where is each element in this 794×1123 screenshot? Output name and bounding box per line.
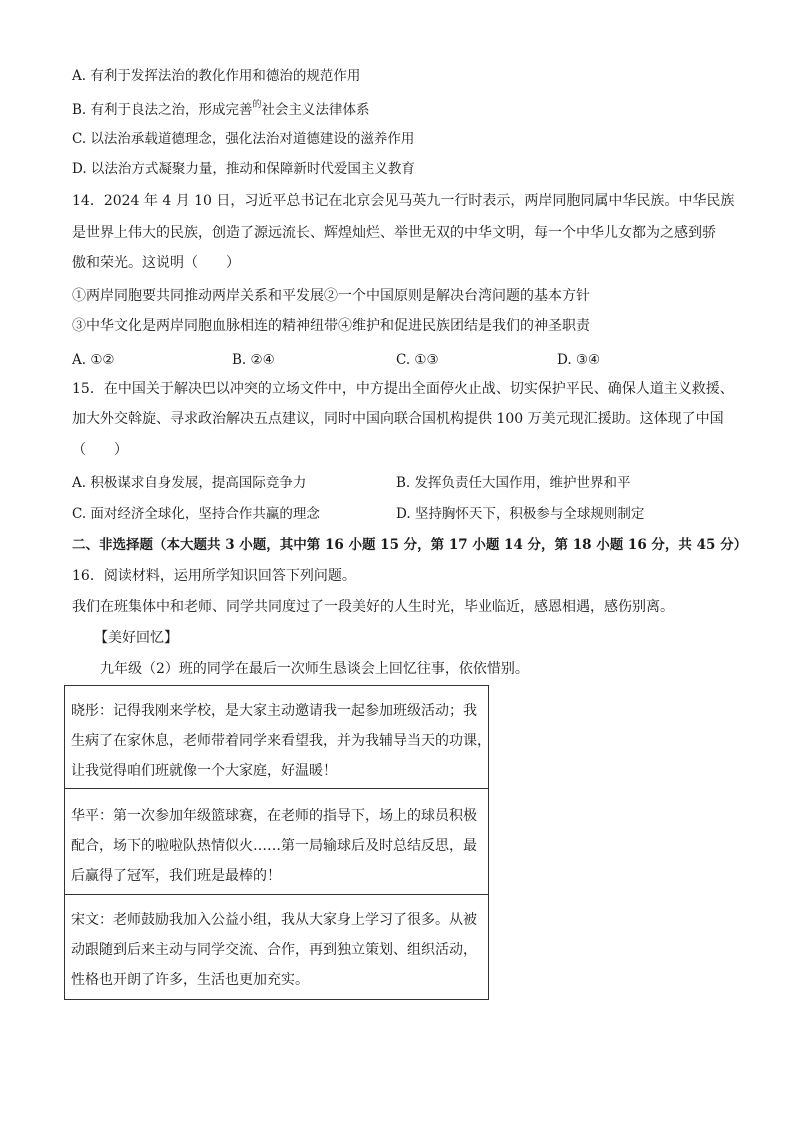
q13-option-a: A. 有利于发挥法治的教化作用和德治的规范作用 <box>72 68 361 84</box>
q14-statement-2: ③中华文化是两岸同胞血脉相连的精神纽带④维护和促进民族团结是我们的神圣职责 <box>72 318 590 334</box>
memory-line: 让我觉得咱们班就像一个大家庭，好温暖！ <box>71 763 337 779</box>
q14-statement-1: ①两岸同胞要共同推动两岸关系和平发展②一个中国原则是解决台湾问题的基本方针 <box>72 288 590 304</box>
memories-table <box>64 685 489 1000</box>
memory-line: 配合，场下的啦啦队热情似火……第一局输球后及时总结反思，最 <box>71 838 477 854</box>
q13-option-b-superscript: 的 <box>252 100 262 110</box>
memory-line: 华平：第一次参加年级篮球赛，在老师的指导下，场上的球员积极 <box>71 808 477 824</box>
q16-prompt: 16．阅读材料，运用所学知识回答下列问题。 <box>72 568 356 584</box>
q15-options-row-1 <box>0 474 794 492</box>
q14-stem-line-1: 14．2024 年 4 月 10 日，习近平总书记在北京会见马英九一行时表示，两岸同胞同属中华民族。中华民族 <box>72 193 735 209</box>
q13-option-c: C. 以法治承载道德理念，强化法治对道德建设的滋养作用 <box>72 131 415 147</box>
q16-lead: 九年级（2）班的同学在最后一次师生恳谈会上回忆往事，依依惜别。 <box>100 661 529 677</box>
q13-option-b <box>72 101 370 121</box>
memory-line: 后赢得了冠军，我们班是最棒的！ <box>71 868 281 884</box>
section-heading: 二、非选择题（本大题共 3 小题，其中第 16 小题 15 分，第 17 小题 14 分，第 18 小题 16 分，共 45 分） <box>72 537 748 553</box>
memory-line: 动跟随到后来主动与同学交流、合作，再到独立策划、组织活动， <box>71 942 477 958</box>
q14-option-a: A. ①② <box>72 352 115 368</box>
memory-line: 性格也开朗了许多，生活也更加充实。 <box>71 972 309 988</box>
q14-option-b: B. ②④ <box>232 352 275 368</box>
q15-stem-line-3: （ ） <box>72 442 128 458</box>
q14-options-row <box>0 351 794 369</box>
q15-stem-line-1: 15．在中国关于解决巴以冲突的立场文件中，中方提出全面停火止战、切实保护平民、确保人道主义救援、 <box>72 381 734 397</box>
memory-cell-songwen <box>65 895 488 999</box>
q16-subheading: 【美好回忆】 <box>94 630 178 646</box>
memory-line: 生病了在家休息，老师带着同学来看望我，并为我辅导当天的功课， <box>71 733 491 749</box>
memory-cell-huaping <box>65 789 488 895</box>
q13-option-d: D. 以法治方式凝聚力量，推动和保障新时代爱国主义教育 <box>72 161 415 177</box>
q15-options-row-2 <box>0 505 794 523</box>
memory-line: 晓彤：记得我刚来学校，是大家主动邀请我一起参加班级活动；我 <box>71 703 477 719</box>
q15-option-b: B. 发挥负责任大国作用，维护世界和平 <box>396 475 631 491</box>
q15-stem-line-2: 加大外交斡旋、寻求政治解决五点建议，同时中国向联合国机构提供 100 万美元现汇援助。这体现了中国 <box>72 411 724 427</box>
q14-stem-line-3: 傲和荣光。这说明（ ） <box>72 255 240 271</box>
q16-intro: 我们在班集体中和老师、同学共同度过了一段美好的人生时光，毕业临近，感恩相遇，感伤别离。 <box>72 599 674 615</box>
q14-stem-line-2: 是世界上伟大的民族，创造了源远流长、辉煌灿烂、举世无双的中华文明，每一个中华儿女都为之感到骄 <box>72 225 716 241</box>
q13-option-b-text: B. 有利于良法之治，形成完善 <box>72 102 253 118</box>
q14-option-c: C. ①③ <box>396 352 439 368</box>
q13-option-b-text-cont: 社会主义法律体系 <box>261 102 370 118</box>
q15-option-c: C. 面对经济全球化，坚持合作共赢的理念 <box>72 506 320 522</box>
q15-option-a: A. 积极谋求自身发展，提高国际竞争力 <box>72 475 307 491</box>
memory-cell-xiaotong <box>65 686 491 789</box>
memory-line: 宋文：老师鼓励我加入公益小组，我从大家身上学习了很多。从被 <box>71 912 477 928</box>
q14-option-d: D. ③④ <box>557 352 601 368</box>
q15-option-d: D. 坚持胸怀天下，积极参与全球规则制定 <box>396 506 645 522</box>
